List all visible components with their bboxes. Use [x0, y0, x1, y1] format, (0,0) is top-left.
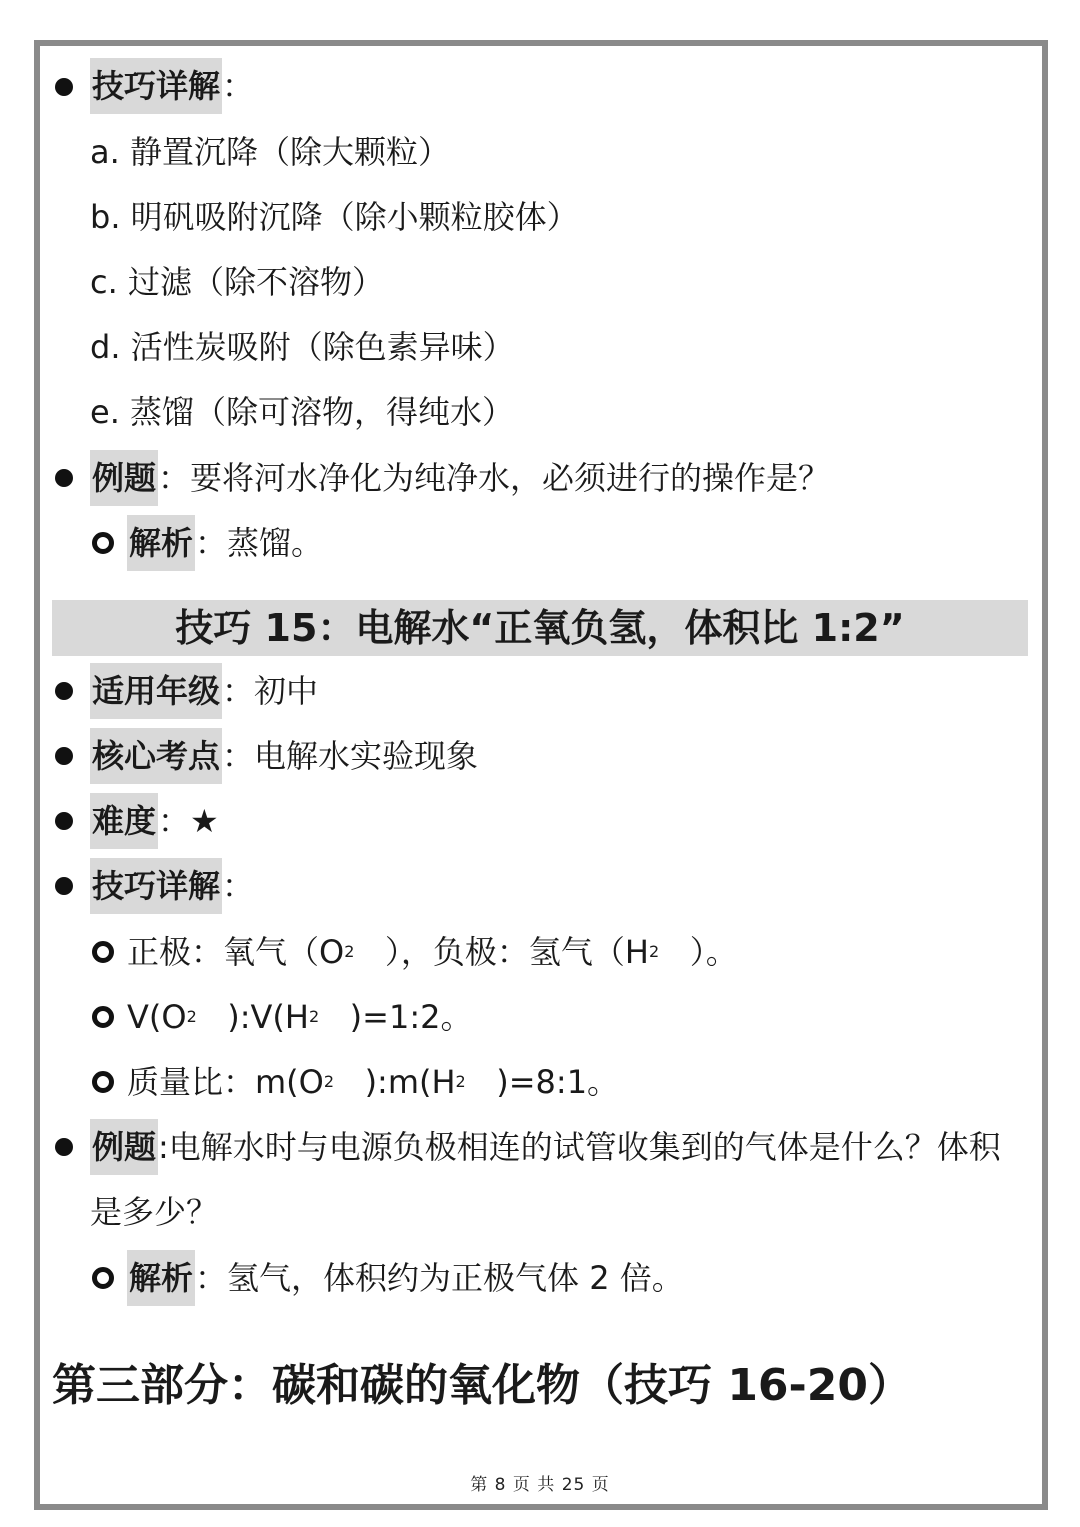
bullet-dot — [55, 812, 73, 830]
subscript: 2 — [455, 1072, 466, 1091]
core-label: 核心考点 — [90, 728, 222, 784]
grade-row — [90, 663, 318, 719]
bullet-dot — [55, 78, 73, 96]
point-text: ）。 — [659, 933, 738, 971]
grade-text: ：初中 — [222, 672, 319, 710]
subscript: 2 — [344, 942, 355, 961]
section-title-bar: 技巧 15：电解水“正氧负氢，体积比 1:2” — [52, 600, 1028, 656]
bullet-ring — [92, 1006, 114, 1028]
difficulty-row — [90, 793, 219, 849]
core-row — [90, 728, 478, 784]
example-row — [90, 450, 830, 506]
analysis-row — [127, 1250, 684, 1306]
bullet-dot — [55, 877, 73, 895]
point-text: ):m(H — [334, 1063, 456, 1101]
core-text: ：电解水实验现象 — [222, 737, 479, 775]
example-text: :电解水时与电源负极相连的试管收集到的气体是什么？体积 — [158, 1128, 1001, 1166]
step-item — [90, 384, 514, 440]
step-text: a. 静置沉降（除大颗粒） — [90, 133, 450, 171]
point-text: )=1:2。 — [319, 998, 473, 1036]
detail-colon: ： — [222, 867, 255, 905]
step-item — [90, 189, 579, 245]
step-text: c. 过滤（除不溶物） — [90, 263, 384, 301]
subscript: 2 — [186, 1007, 197, 1026]
point-item — [127, 924, 738, 980]
example-label: 例题 — [90, 450, 158, 506]
analysis-label: 解析 — [127, 1250, 195, 1306]
point-item — [127, 1054, 619, 1110]
detail-label: 技巧详解 — [90, 858, 222, 914]
subscript: 2 — [648, 942, 660, 961]
example-row-continued — [90, 1184, 218, 1240]
step-text: d. 活性炭吸附（除色素异味） — [90, 328, 515, 366]
subscript: 2 — [323, 1072, 335, 1091]
analysis-row — [127, 515, 323, 571]
step-text: b. 明矾吸附沉降（除小颗粒胶体） — [90, 198, 579, 236]
analysis-text: ：氢气，体积约为正极气体 2 倍。 — [195, 1259, 684, 1297]
bullet-dot — [55, 1138, 73, 1156]
point-text: 正极：氧气（O — [127, 933, 345, 971]
point-text: ):V(H — [196, 998, 309, 1036]
bullet-ring — [92, 532, 114, 554]
detail-row — [90, 858, 254, 914]
subscript: 2 — [308, 1007, 320, 1026]
detail-label: 技巧详解 — [90, 58, 222, 114]
analysis-label: 解析 — [127, 515, 195, 571]
detail-colon: ： — [222, 67, 255, 105]
difficulty-text: ：★ — [158, 802, 219, 840]
step-text: e. 蒸馏（除可溶物，得纯水） — [90, 393, 515, 431]
example-text: ：要将河水净化为纯净水，必须进行的操作是？ — [158, 459, 831, 497]
point-text: V(O — [127, 998, 187, 1036]
example-label: 例题 — [90, 1119, 158, 1175]
difficulty-label: 难度 — [90, 793, 158, 849]
point-text: ），负极：氢气（H — [354, 933, 649, 971]
bullet-dot — [55, 682, 73, 700]
part-heading: 第三部分：碳和碳的氧化物（技巧 16-20） — [52, 1360, 913, 1411]
point-item — [127, 989, 472, 1045]
bullet-ring — [92, 1267, 114, 1289]
grade-label: 适用年级 — [90, 663, 222, 719]
bullet-dot — [55, 747, 73, 765]
step-item — [90, 254, 384, 310]
example-row — [90, 1119, 1001, 1175]
example-text: 是多少？ — [90, 1193, 219, 1231]
detail-row — [90, 58, 254, 114]
point-text: 质量比：m(O — [127, 1063, 324, 1101]
step-item — [90, 319, 515, 375]
page-footer: 第 8 页 共 25 页 — [470, 1475, 610, 1495]
analysis-text: ：蒸馏。 — [195, 524, 324, 562]
step-item — [90, 124, 450, 180]
bullet-dot — [55, 469, 73, 487]
point-text: )=8:1。 — [465, 1063, 620, 1101]
bullet-ring — [92, 1071, 114, 1093]
bullet-ring — [92, 941, 114, 963]
